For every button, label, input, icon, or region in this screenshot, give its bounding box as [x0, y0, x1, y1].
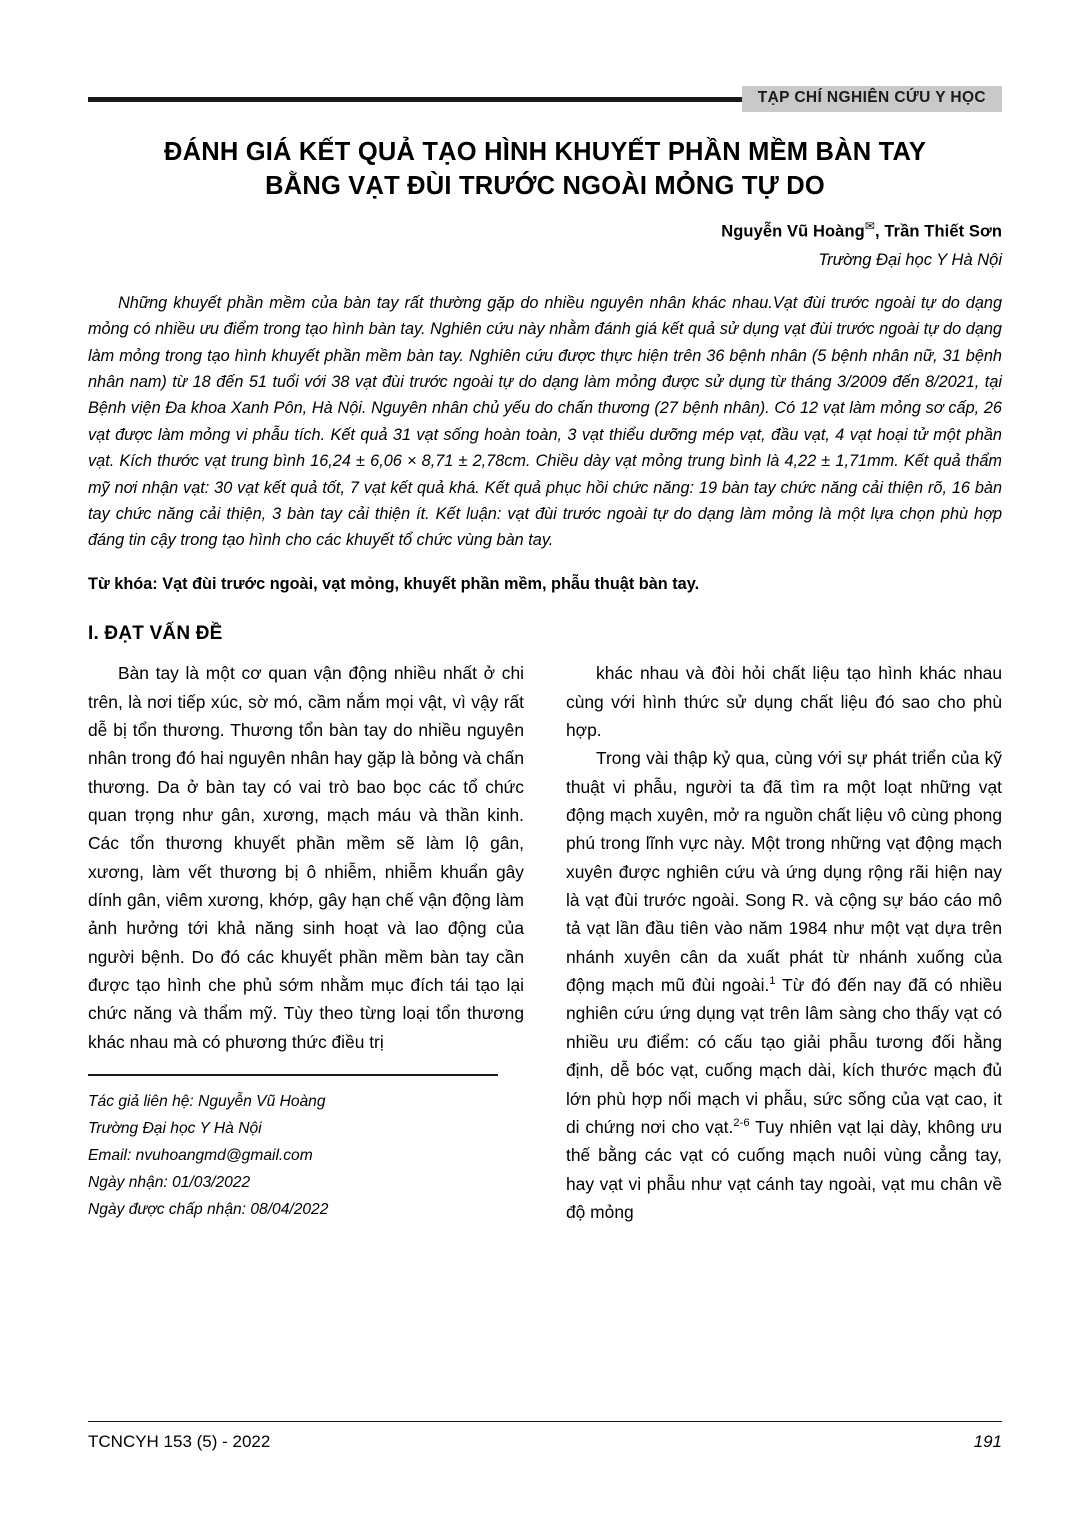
paragraph: [566, 744, 1002, 1226]
paragraph-part-c: Tuy nhiên vạt lại dày, không ưu thế bằng các vạt có cuống mạch nuôi vùng cẳng tay, hay vạt vi phẫu như vạt cánh tay ngoài, vạt mu chân về độ mỏng: [566, 1116, 1002, 1222]
footer-divider: [88, 1421, 1002, 1423]
footer-row: [88, 1432, 1002, 1452]
title-line-1: ĐÁNH GIÁ KẾT QUẢ TẠO HÌNH KHUYẾT PHẦN MỀM BÀN TAY: [163, 138, 927, 166]
author-primary: Nguyễn Vũ Hoàng: [721, 222, 865, 241]
title-line-2: BẰNG VẠT ĐÙI TRƯỚC NGOÀI MỎNG TỰ DO: [265, 171, 825, 200]
envelope-icon: ✉: [864, 219, 875, 234]
paragraph-part-a: Trong vài thập kỷ qua, cùng với sự phát triển của kỹ thuật vi phẫu, người ta đã tìm ra một loạt những vạt động mạch xuyên, mở ra nguồn chất liệu vô cùng phong phú trong lĩnh vực này. Một trong những vạt động mạch xuyên được nghiên cứu và ứng dụng rộng rãi hiện nay là vạt đùi trước ngoài. Song R. và cộng sự báo cáo mô tả vạt lần đầu tiên vào năm 1984 như một vạt dựa trên nhánh xuyên cân da xuất phát từ nhánh xuống của động mạch mũ đùi ngoài.: [566, 748, 1002, 996]
column-right: [566, 659, 1002, 1226]
paragraph: khác nhau và đòi hỏi chất liệu tạo hình khác nhau cùng với hình thức sử dụng chất liệu đó sao cho phù hợp.: [566, 663, 1002, 740]
footnote-line-author: Tác giả liên hệ: Nguyễn Vũ Hoàng: [88, 1092, 326, 1110]
author-secondary: , Trần Thiết Sơn: [874, 222, 1002, 241]
page-title: [96, 136, 994, 203]
footnote-line-received: Ngày nhận: 01/03/2022: [88, 1174, 251, 1192]
author-list: [88, 219, 1002, 242]
page-footer: [88, 1421, 1002, 1453]
body-columns: [88, 659, 1002, 1226]
footer-issue: TCNCYH 153 (5) - 2022: [88, 1432, 271, 1451]
footnote-divider: [88, 1074, 498, 1076]
affiliation: Trường Đại học Y Hà Nội: [818, 250, 1002, 269]
footnote-line-affiliation: Trường Đại học Y Hà Nội: [88, 1119, 262, 1137]
footnote-line-accepted: Ngày được chấp nhận: 08/04/2022: [88, 1201, 329, 1219]
header-rule: [88, 97, 742, 102]
footnote-line-email: Email: nvuhoangmd@gmail.com: [88, 1146, 313, 1164]
corresponding-author-note: [88, 1088, 524, 1224]
journal-name-band: TẠP CHÍ NGHIÊN CỨU Y HỌC: [742, 86, 1002, 112]
citation-ref: 2-6: [733, 1117, 750, 1130]
page-header: [88, 88, 1002, 110]
page-number: 191: [973, 1432, 1002, 1451]
keywords: Từ khóa: Vạt đùi trước ngoài, vạt mỏng, khuyết phần mềm, phẫu thuật bàn tay.: [88, 574, 700, 593]
paragraph: Bàn tay là một cơ quan vận động nhiều nhất ở chi trên, là nơi tiếp xúc, sờ mó, cầm nắm mọi vật, vì vậy rất dễ bị tổn thương. Thương tổn bàn tay do nhiều nguyên nhân trong đó hai nguyên nhân hay gặp là bỏng và chấn thương. Da ở bàn tay có vai trò bao bọc các tổ chức quan trọng như gân, xương, mạch máu và thần kinh. Các tổn thương khuyết phần mềm sẽ làm lộ gân, xương, làm vết thương bị ô nhiễm, nhiễm khuẩn gây dính gân, viêm xương, khớp, gây hạn chế vận động làm ảnh hưởng tới khả năng sinh hoạt và lao động của người bệnh. Do đó các khuyết phần mềm bàn tay cần được tạo hình che phủ sớm nhằm mục đích tái tạo lại chức năng và thẩm mỹ. Tùy theo từng loại tổn thương khác nhau mà có phương thức điều trị: [88, 663, 524, 1052]
abstract-text: Những khuyết phần mềm của bàn tay rất thường gặp do nhiều nguyên nhân khác nhau.Vạt đùi trước ngoài tự do dạng mỏng có nhiều ưu điểm trong tạo hình bàn tay. Nghiên cứu này nhằm đánh giá kết quả sử dụng vạt đùi trước ngoài tự do dạng làm mỏng trong tạo hình khuyết phần mềm bàn tay. Nghiên cứu được thực hiện trên 36 bệnh nhân (5 bệnh nhân nữ, 31 bệnh nhân nam) từ 18 đến 51 tuổi với 38 vạt đùi trước ngoài tự do dạng làm mỏng được sử dụng từ tháng 3/2009 đến 8/2021, tại Bệnh viện Đa khoa Xanh Pôn, Hà Nội. Nguyên nhân chủ yếu do chấn thương (27 bệnh nhân). Có 12 vạt làm mỏng sơ cấp, 26 vạt được làm mỏng vi phẫu tích. Kết quả 31 vạt sống hoàn toàn, 3 vạt thiểu dưỡng mép vạt, đầu vạt, 4 vạt hoại tử một phần vạt. Kích thước vạt trung bình 16,24 ± 6,06 × 8,71 ± 2,78cm. Chiều dày vạt mỏng trung bình là 4,22 ± 1,71mm. Kết quả thẩm mỹ nơi nhận vạt: 30 vạt kết quả tốt, 7 vạt kết quả khá. Kết quả phục hồi chức năng: 19 bàn tay chức năng cải thiện rõ, 16 bàn tay chức năng cải thiện, 3 bàn tay cải thiện ít. Kết luận: vạt đùi trước ngoài tự do dạng làm mỏng là một lựa chọn phù hợp đáng tin cậy trong tạo hình cho các khuyết tổ chức vùng bàn tay.: [88, 293, 1002, 550]
paragraph-part-b: Từ đó đến nay đã có nhiều nghiên cứu ứng dụng vạt trên lâm sàng cho thấy vạt có nhiều ưu điểm: có cấu tạo giải phẫu tương đối hằng định, dễ bóc vạt, cuống mạch dài, kích thước mạch đủ lớn phù hợp nối mạch vi phẫu, sức sống của vạt cao, it di chứng nơi cho vạt.: [566, 975, 1002, 1137]
citation-ref: 1: [769, 975, 776, 988]
column-left: [88, 659, 524, 1226]
section-heading: I. ĐẠT VẤN ĐỀ: [88, 623, 223, 645]
